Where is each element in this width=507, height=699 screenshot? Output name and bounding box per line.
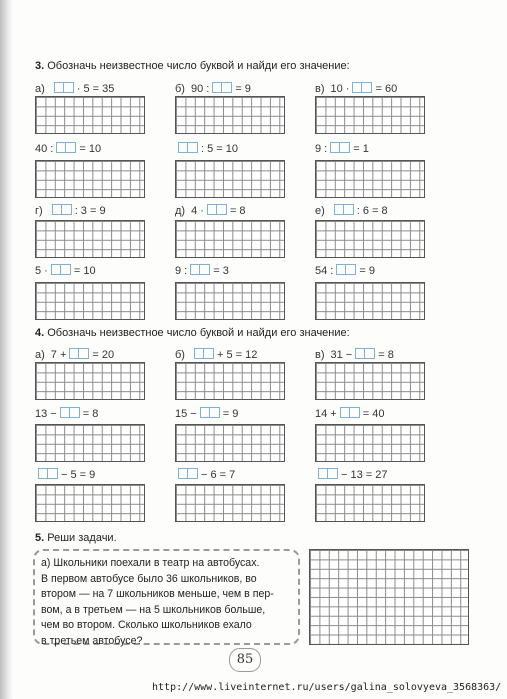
answer-grid[interactable] [315, 484, 425, 522]
equation [315, 204, 388, 218]
exercise-label: а) [35, 83, 45, 95]
unknown-number-box[interactable] [352, 82, 372, 96]
equation [175, 82, 251, 96]
section-5-number: 5. [35, 532, 45, 544]
equation-left-part: 9 : [315, 143, 328, 155]
answer-grid[interactable] [35, 362, 145, 400]
answer-grid[interactable] [315, 96, 425, 134]
equation [315, 407, 384, 421]
equation-right-part: = 8 [378, 349, 394, 361]
equation-right-part: = 20 [92, 349, 115, 361]
answer-grid[interactable] [175, 282, 285, 320]
equation-right-part: = 60 [375, 83, 398, 95]
equation-left-part: 7 + [50, 349, 67, 361]
unknown-number-box[interactable] [178, 142, 198, 156]
equation [35, 407, 98, 421]
equation-right-part: = 9 [359, 265, 375, 277]
unknown-number-box[interactable] [340, 407, 360, 421]
task-line: в третьем автобусе? [41, 634, 143, 647]
equation [315, 348, 394, 362]
unknown-number-box[interactable] [69, 348, 89, 362]
equation [175, 348, 257, 362]
section-3-header [35, 60, 350, 72]
equation-left-part: 5 · [35, 265, 48, 277]
page-number: 85 [229, 648, 261, 672]
answer-grid[interactable] [315, 424, 425, 462]
unknown-number-box[interactable] [54, 82, 74, 96]
task-line: вом, а в третьем — на 5 школьников больше, [41, 603, 266, 616]
equation [35, 142, 101, 156]
equation [175, 142, 238, 156]
task-5-answer-grid[interactable] [309, 549, 469, 645]
equation-left-part: 40 : [35, 143, 54, 155]
equation [315, 82, 397, 96]
equation-right-part: = 9 [235, 83, 251, 95]
unknown-number-box[interactable] [56, 142, 76, 156]
unknown-number-box[interactable] [336, 264, 356, 278]
equation-right-part: : 5 = 10 [201, 143, 239, 155]
task-line: втором — на 7 школьников меньше, чем в пер- [41, 588, 274, 600]
answer-grid[interactable] [35, 160, 145, 198]
task-line: В первом автобусе было 36 школьников, во [41, 572, 257, 585]
exercise-label: а) [35, 349, 45, 361]
equation-right-part: = 40 [362, 408, 385, 420]
answer-grid[interactable] [315, 282, 425, 320]
unknown-number-box[interactable] [190, 264, 210, 278]
equation-right-part: = 3 [213, 265, 229, 277]
equation [35, 82, 114, 96]
equation-right-part: = 8 [82, 408, 99, 420]
unknown-number-box[interactable] [178, 468, 198, 482]
exercise-label: в) [315, 349, 325, 361]
exercise-label: б) [175, 83, 185, 95]
equation [315, 142, 369, 156]
equation-right-part: − 5 = 9 [61, 469, 96, 481]
equation [175, 407, 238, 421]
equation-right-part: = 1 [353, 143, 369, 155]
equation [35, 468, 95, 482]
equation-left-part: 14 + [315, 408, 337, 420]
equation [35, 348, 114, 362]
watermark-url: http://www.liveinternet.ru/users/galina_solovyeva_3568363/ [152, 682, 502, 693]
unknown-number-box[interactable] [330, 142, 350, 156]
equation [35, 264, 96, 278]
equation-right-part: = 8 [229, 205, 246, 217]
equation-right-part: · 5 = 35 [76, 83, 115, 95]
answer-grid[interactable] [35, 424, 145, 462]
equation [175, 204, 246, 218]
answer-grid[interactable] [315, 220, 425, 258]
unknown-number-box[interactable] [194, 348, 214, 362]
answer-grid[interactable] [315, 160, 425, 198]
exercise-label: в) [315, 83, 325, 95]
task-5a-box [33, 549, 300, 645]
unknown-number-box[interactable] [38, 468, 58, 482]
unknown-number-box[interactable] [52, 204, 72, 218]
unknown-number-box[interactable] [60, 407, 80, 421]
equation [315, 468, 388, 482]
equation-left-part: 13 − [35, 408, 57, 420]
equation-right-part: : 3 = 9 [74, 205, 106, 217]
equation-right-part: = 10 [73, 265, 96, 277]
equation-right-part: − 13 = 27 [341, 469, 388, 481]
equation-left-part: 9 : [175, 265, 188, 277]
answer-grid[interactable] [175, 484, 285, 522]
exercise-label: е) [315, 205, 325, 217]
equation-right-part: : 6 = 8 [356, 205, 388, 217]
section-5-instruction: Реши задачи. [47, 532, 117, 544]
unknown-number-box[interactable] [318, 468, 338, 482]
answer-grid[interactable] [315, 362, 425, 400]
equation-left-part: 54 : [315, 265, 334, 277]
answer-grid[interactable] [175, 220, 285, 258]
equation-left-part: 15 − [175, 408, 197, 420]
exercise-label: д) [175, 205, 186, 217]
equation-left-part: 90 : [190, 83, 210, 95]
answer-grid[interactable] [35, 282, 145, 320]
task-line: чем во втором. Сколько школьников ехало [41, 619, 252, 631]
unknown-number-box[interactable] [200, 407, 220, 421]
section-5-header [35, 532, 117, 544]
unknown-number-box[interactable] [334, 204, 354, 218]
unknown-number-box[interactable] [207, 204, 227, 218]
section-4-instruction: Обозначь неизвестное число буквой и найди его значение: [47, 327, 350, 339]
task-line: а) Школьники поехали в театр на автобусах. [41, 557, 260, 569]
equation-right-part: − 6 = 7 [201, 469, 236, 481]
section-4-header [35, 327, 350, 339]
equation-left-part: 4 · [191, 205, 204, 217]
answer-grid[interactable] [35, 484, 145, 522]
section-3-instruction: Обозначь неизвестное число буквой и найди его значение: [47, 60, 350, 72]
exercise-label: б) [175, 349, 185, 361]
equation-right-part: = 10 [79, 143, 102, 155]
section-4-number: 4. [35, 327, 45, 339]
unknown-number-box[interactable] [355, 348, 375, 362]
section-3-number: 3. [35, 60, 45, 72]
equation-left-part: 31 − [330, 349, 353, 361]
equation [35, 204, 106, 218]
answer-grid[interactable] [175, 160, 285, 198]
unknown-number-box[interactable] [51, 264, 71, 278]
equation [315, 264, 375, 278]
equation-right-part: + 5 = 12 [216, 349, 258, 361]
exercise-label: г) [35, 205, 43, 217]
answer-grid[interactable] [35, 220, 145, 258]
answer-grid[interactable] [175, 96, 285, 134]
unknown-number-box[interactable] [212, 82, 232, 96]
answer-grid[interactable] [175, 362, 285, 400]
answer-grid[interactable] [175, 424, 285, 462]
equation [175, 468, 235, 482]
equation-right-part: = 9 [222, 408, 239, 420]
answer-grid[interactable] [35, 96, 145, 134]
equation-left-part: 10 · [330, 83, 350, 95]
equation [175, 264, 229, 278]
page-edge-shadow [0, 0, 14, 699]
